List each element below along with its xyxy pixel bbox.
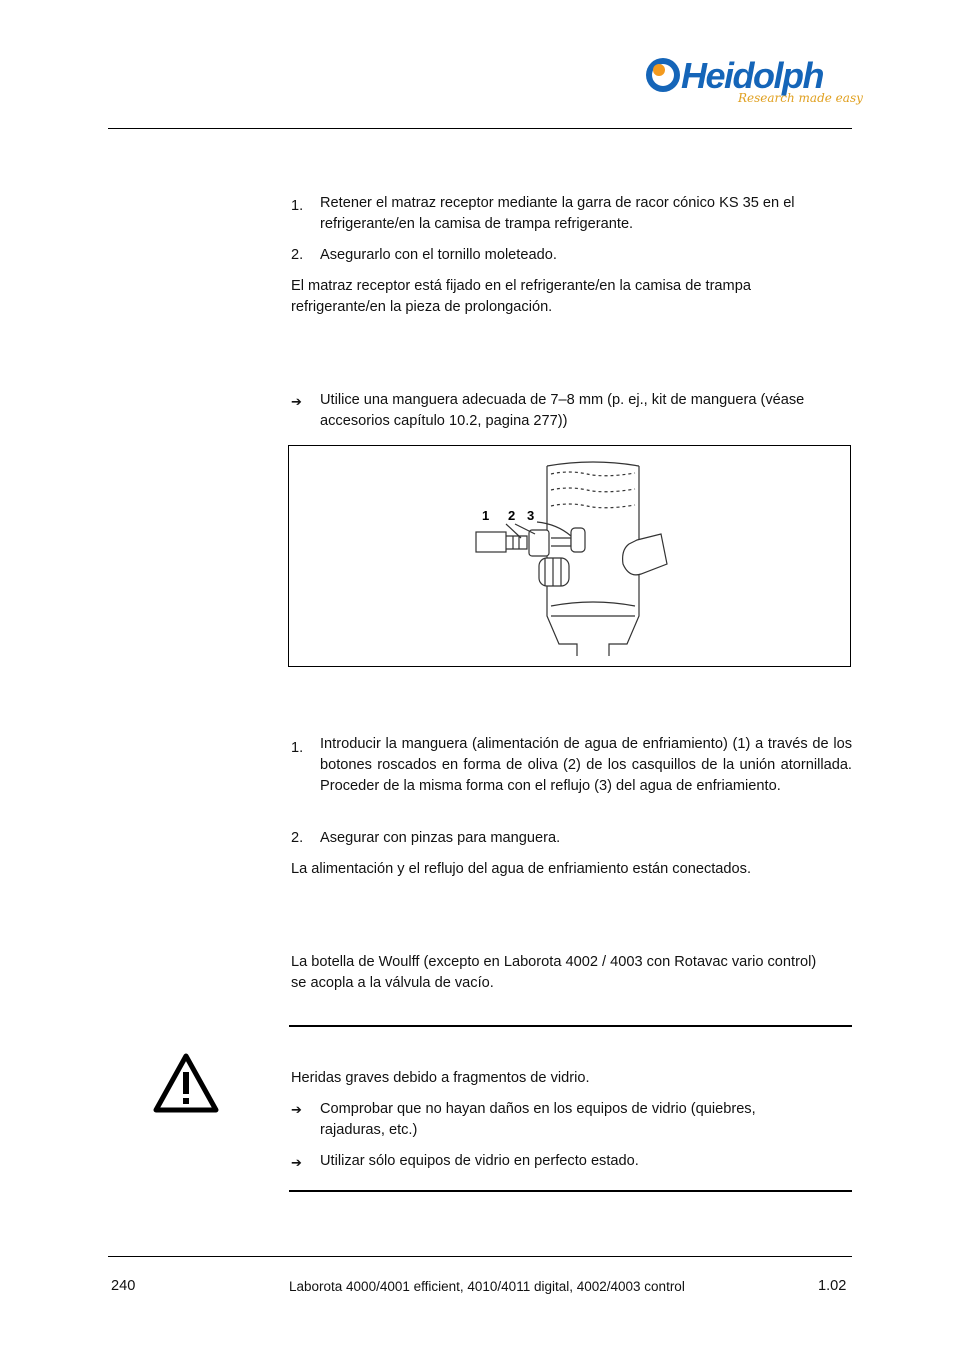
instruction-arrow-icon: ➔	[291, 394, 302, 409]
hazard-text: Heridas graves debido a fragmentos de vidrio.	[291, 1070, 590, 1086]
step-text: Introducir la manguera (alimentación de agua de enfriamiento) (1) a través de los botones roscados en forma de oliva (2) de los casquillos de la unión atornillada. Proceder de la misma forma con el reflujo (3) del agua de enfriamiento.	[320, 736, 852, 794]
result-text: El matraz receptor está fijado en el refrigerante/en la camisa de trampa refrigerante/en la pieza de prolongación.	[291, 278, 751, 315]
warning-bullet-text: Utilizar sólo equipos de vidrio en perfecto estado.	[320, 1153, 639, 1169]
callout-2: 2	[508, 508, 516, 523]
step-number: 1.	[291, 198, 304, 214]
logo-tagline: Research made easy	[738, 91, 863, 105]
step-number: 1.	[291, 740, 304, 756]
step-text: Retener el matraz receptor mediante la garra de racor cónico KS 35 en el refrigerante/en la camisa de trampa refrigerante.	[320, 195, 795, 232]
callout-1: 1	[482, 508, 490, 523]
logo-wordmark: Heidolph	[681, 55, 823, 96]
product-name: Laborota 4000/4001 efficient, 4010/4011 digital, 4002/4003 control	[289, 1279, 685, 1294]
page-number: 240	[111, 1278, 136, 1294]
logo-mark-icon	[645, 55, 685, 95]
heidolph-logo	[645, 52, 863, 114]
step-number: 2.	[291, 247, 304, 263]
warning-bullet-text: Comprobar que no hayan daños en los equipos de vidrio (quiebres, rajaduras, etc.)	[320, 1101, 756, 1138]
body-text: La botella de Woulff (excepto en Laborota 4002 / 4003 con Rotavac vario control) se acopla a la válvula de vacío.	[291, 954, 817, 991]
instruction-text: Utilice una manguera adecuada de 7–8 mm (p. ej., kit de manguera (véase accesorios capítulo 10.2, pagina 277))	[320, 392, 805, 429]
footer-rule	[108, 1256, 852, 1257]
figure-frame	[288, 445, 851, 667]
callout-3: 3	[527, 508, 535, 523]
condenser-illustration	[289, 446, 850, 666]
result-text: La alimentación y el reflujo del agua de enfriamiento están conectados.	[291, 861, 751, 877]
step-text: Asegurarlo con el tornillo moleteado.	[320, 247, 557, 263]
document-version: 1.02	[818, 1278, 847, 1294]
header-rule	[108, 128, 852, 129]
warning-top-rule	[289, 1025, 852, 1027]
warning-bottom-rule	[289, 1190, 852, 1192]
bullet-arrow-icon: ➔	[291, 1102, 302, 1117]
bullet-arrow-icon: ➔	[291, 1155, 302, 1170]
step-number: 2.	[291, 830, 304, 846]
step-text: Asegurar con pinzas para manguera.	[320, 830, 561, 846]
warning-triangle-icon	[152, 1052, 220, 1114]
